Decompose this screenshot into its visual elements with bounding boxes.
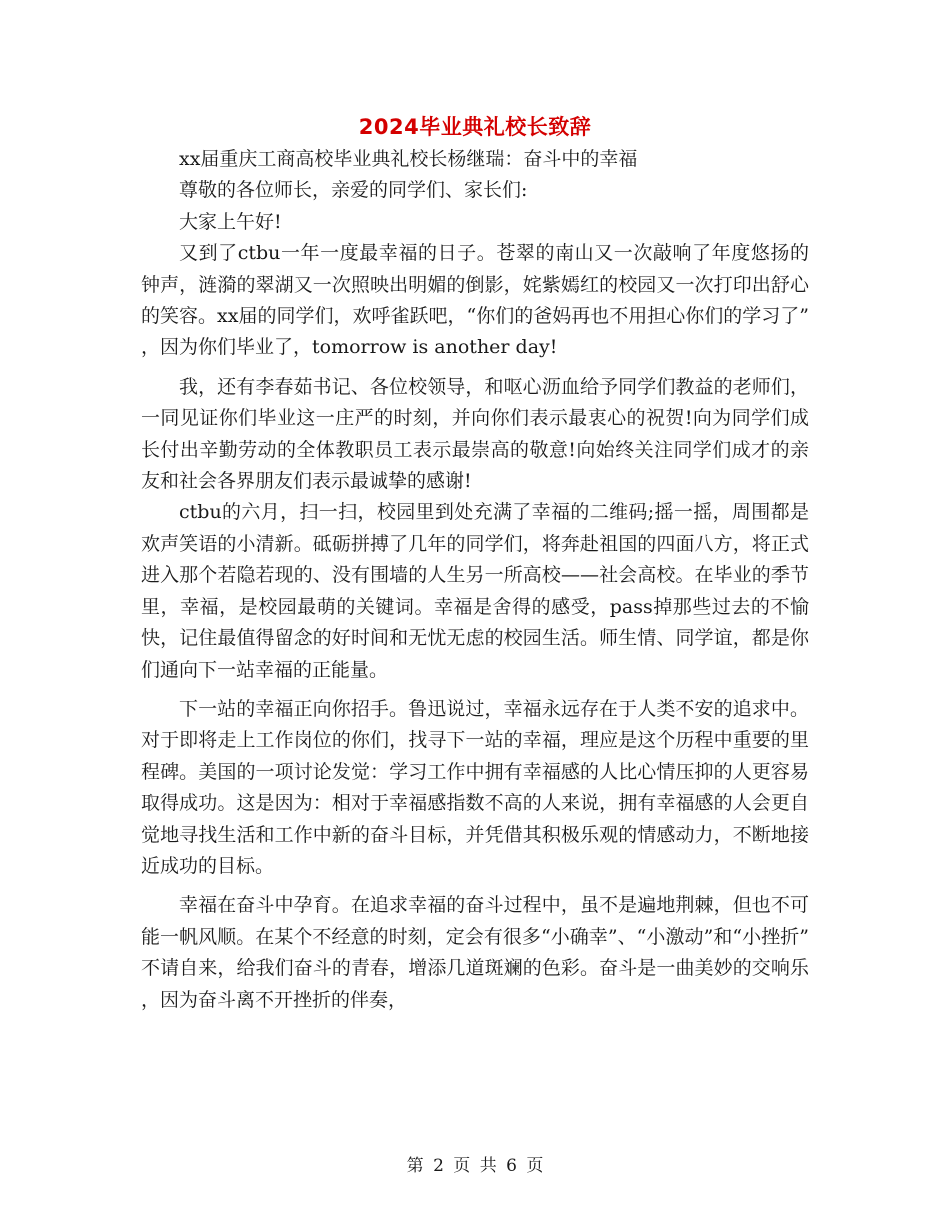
subtitle-line: xx届重庆工商高校毕业典礼校长杨继瑞：奋斗中的幸福: [179, 148, 638, 170]
paragraph-4: 下一站的幸福正向你招手。鲁迅说过，幸福永远存在于人类不安的追求中。对于即将走上工作岗位的你们，找寻下一站的幸福，理应是这个历程中重要的里程碑。美国的一项讨论发觉：学习工作中拥有幸福感的人比心情压抑的人更容易取得成功。这是因为：相对于幸福感指数不高的人来说，拥有幸福感的人会更自觉地寻找生活和工作中新的奋斗目标，并凭借其积极乐观的情感动力，不断地接近成功的目标。: [141, 697, 809, 877]
paragraph-1: 又到了ctbu一年一度最幸福的日子。苍翠的南山又一次敲响了年度悠扬的钟声，涟漪的翠湖又一次照映出明媚的倒影，姹紫嫣红的校园又一次打印出舒心的笑容。xx届的同学们，欢呼雀跃吧，“你们的爸妈再也不用担心你们的学习了”，因为你们毕业了，tomorrow is another day!: [141, 242, 809, 359]
document-body: [141, 144, 809, 1016]
paragraph-5: 幸福在奋斗中孕育。在追求幸福的奋斗过程中，虽不是遍地荆棘，但也不可能一帆风顺。在某个不经意的时刻，定会有很多“小确幸”、“小激动”和“小挫折”不请自来，给我们奋斗的青春，增添几道斑斓的色彩。奋斗是一曲美妙的交响乐，因为奋斗离不开挫折的伴奏，: [141, 894, 809, 1011]
paragraph-3: ctbu的六月，扫一扫，校园里到处充满了幸福的二维码;摇一摇，周围都是欢声笑语的小清新。砥砺拼搏了几年的同学们，将奔赴祖国的四面八方，将正式进入那个若隐若现的、没有围墙的人生另一所高校——社会高校。在毕业的季节里，幸福，是校园最萌的关键词。幸福是舍得的感受，pass掉那些过去的不愉快，记住最值得留念的好时间和无忧无虑的校园生活。师生情、同学谊，都是你们通向下一站幸福的正能量。: [141, 501, 809, 681]
salutation-line: 尊敬的各位师长，亲爱的同学们、家长们:: [179, 179, 528, 202]
greeting-line: 大家上午好!: [179, 210, 282, 233]
document-title: 2024毕业典礼校长致辞: [358, 115, 592, 139]
paragraph-2: 我，还有李春茹书记、各位校领导，和呕心沥血给予同学们教益的老师们，一同见证你们毕业这一庄严的时刻，并向你们表示最衷心的祝贺!向为同学们成长付出辛勤劳动的全体教职员工表示最崇高的敬意!向始终关注同学们成才的亲友和社会各界朋友们表示最诚挚的感谢!: [141, 375, 809, 493]
page-number-footer: 第 2 页 共 6 页: [406, 1156, 544, 1176]
